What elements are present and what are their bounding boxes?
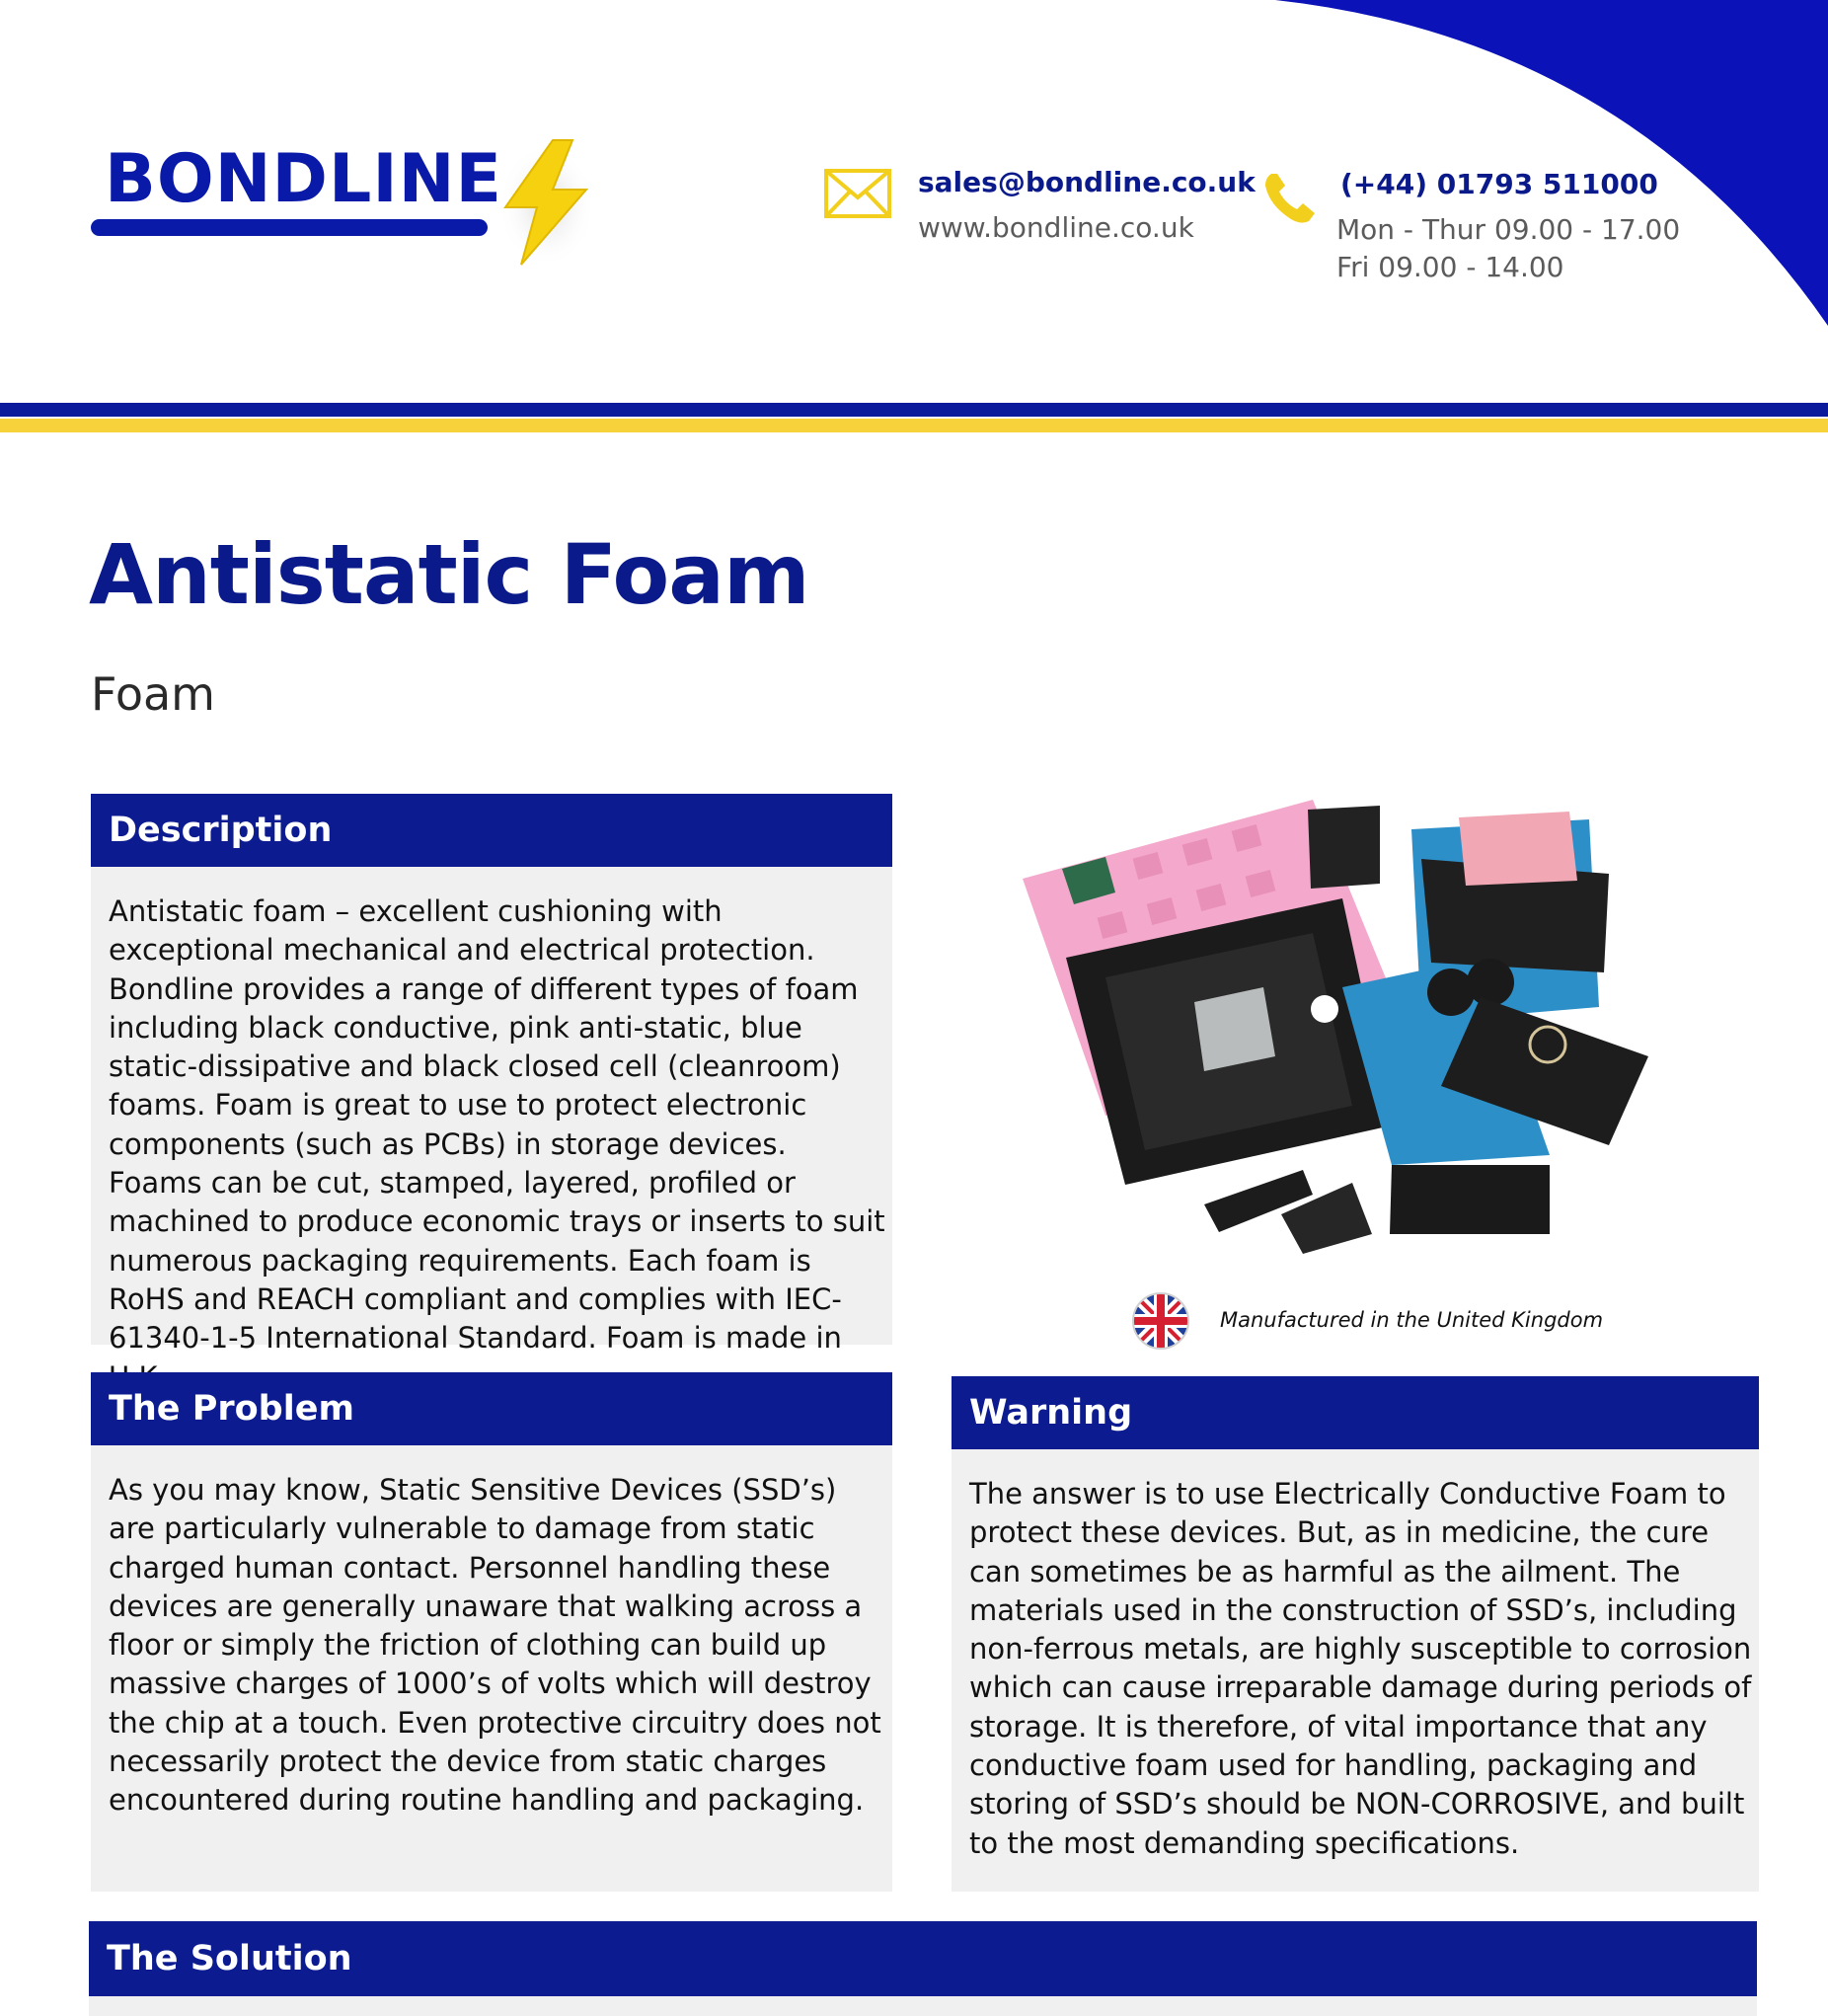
warning-heading: Warning (952, 1376, 1759, 1449)
warning-panel (952, 1376, 1759, 1892)
manufactured-caption: Manufactured in the United Kingdom (1220, 1308, 1604, 1332)
description-heading: Description (91, 794, 892, 867)
email-link[interactable]: sales@bondline.co.uk (918, 166, 1256, 198)
logo-underline (91, 219, 488, 236)
header-stripe-blue (0, 403, 1828, 417)
bondline-logo[interactable] (91, 128, 604, 276)
warning-text: The answer is to use Electrically Conductive Foam to protect these devices. But, as in medicine, the cure can sometimes be as harmful as the ailment. The materials used in the construction of SSD’s, including non-ferrous metals, are highly susceptible to corrosion which can cause irreparable damage during periods of storage. It is therefore, of vital importance that any conductive foam used for handling, packaging and storing of SSD’s should be NON-CORROSIVE, and built to the most demanding specifications. (969, 1477, 1752, 1860)
logo-text: BONDLINE (105, 140, 502, 218)
solution-panel (89, 1921, 1757, 2016)
problem-panel (91, 1372, 892, 1892)
lightning-bolt-icon (495, 128, 604, 276)
description-text: Antistatic foam – excellent cushioning with exceptional mechanical and electrical protection. Bondline provides a range of different types of foam including black conductive, pink anti-static, blue static-dissipative and black closed cell (cleanroom) foams. Foam is great to use to protect electronic components (such as PCBs) in storage devices. Foams can be cut, stamped, layered, profiled or machined to produce economic trays or inserts to suit numerous packaging requirements. Each foam is RoHS and REACH compliant and complies with IEC-61340-1-5 International Standard. Foam is made in (109, 894, 885, 1356)
phone-icon (1261, 170, 1319, 227)
opening-hours-weekday: Mon - Thur 09.00 - 17.00 (1336, 213, 1681, 246)
uk-flag-icon (1131, 1291, 1190, 1351)
problem-text: As you may know, Static Sensitive Devices (SSD’s) are particularly vulnerable to damage from static charged human contact. Personnel handling these devices are generally unaware that walking across a floor or simply the friction of clothing can build up massive charges of 1000’s of volts which will destroy the chip at a touch. Even protective circuitry does not necessarily protect the device from static charges encountered during routine handling and packaging. (109, 1473, 881, 1818)
page-title: Antistatic Foam (89, 526, 809, 623)
solution-heading: The Solution (89, 1921, 1757, 1996)
header-stripe-yellow (0, 419, 1828, 432)
description-panel (91, 794, 892, 1356)
page-subtitle: Foam (91, 667, 215, 721)
foam-products-image (1017, 790, 1658, 1264)
opening-hours-friday: Fri 09.00 - 14.00 (1336, 251, 1564, 283)
website-link[interactable]: www.bondline.co.uk (918, 211, 1194, 244)
envelope-icon (823, 168, 892, 219)
phone-link[interactable]: (+44) 01793 511000 (1340, 168, 1658, 200)
problem-heading: The Problem (91, 1372, 892, 1445)
